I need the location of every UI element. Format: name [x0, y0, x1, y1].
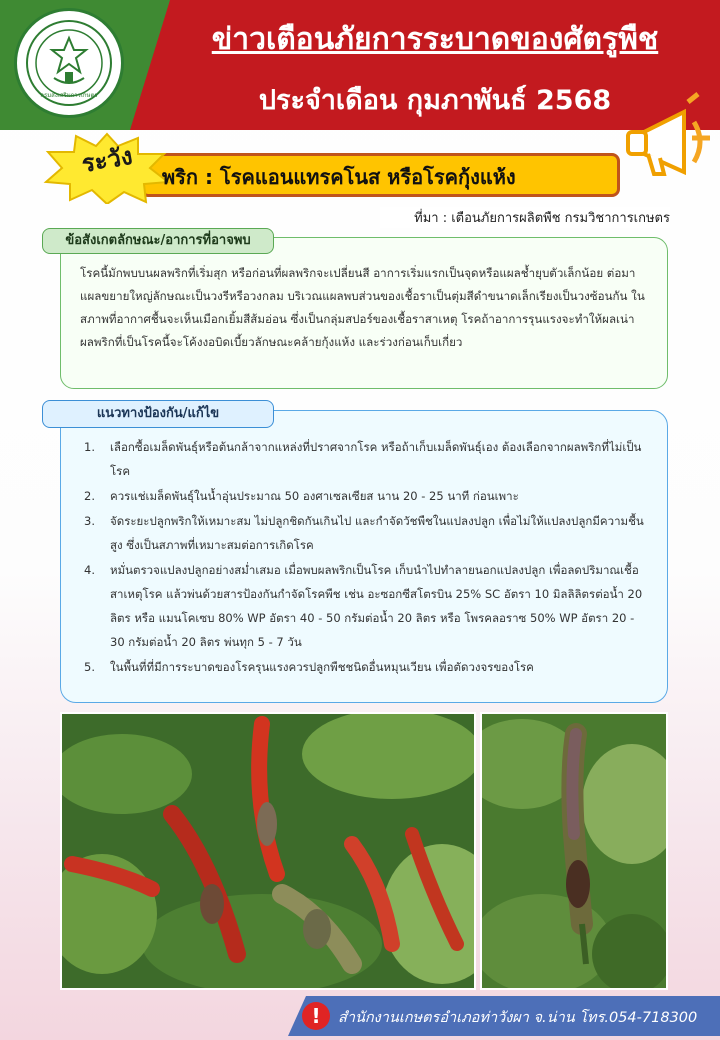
list-item — [84, 558, 652, 654]
step-number: 5. — [84, 660, 95, 674]
list-item — [84, 655, 652, 679]
list-item — [84, 484, 652, 508]
step-number: 2. — [84, 489, 95, 503]
prevention-list — [84, 435, 652, 680]
source-note: ที่มา : เตือนภัยการผลิตพืช กรมวิชาการเกษตร — [380, 207, 670, 228]
symptoms-heading: ข้อสังเกตลักษณะ/อาการที่อาจพบ — [42, 228, 274, 254]
disease-title: พริก : โรคแอนแทรคโนส หรือโรคกุ้งแห้ง — [162, 165, 516, 189]
seal-emblem-icon — [34, 28, 104, 98]
step-number: 4. — [84, 563, 95, 577]
megaphone-icon — [614, 92, 718, 182]
photo-strip — [60, 712, 668, 990]
list-item — [84, 509, 652, 557]
diseased-chili-single-photo — [480, 712, 668, 990]
department-seal-icon — [14, 8, 124, 118]
step-text: ในพื้นที่ที่มีการระบาดของโรครุนแรงควรปลูกพืชชนิดอื่นหมุนเวียน เพื่อตัดวงจรของโรค — [110, 660, 534, 674]
diseased-chili-cluster-photo — [60, 712, 476, 990]
step-number: 1. — [84, 440, 95, 454]
prevention-heading: แนวทางป้องกัน/แก้ไข — [42, 400, 274, 428]
symptoms-text: โรคนี้มักพบบนผลพริกที่เริ่มสุก หรือก่อนที่ผลพริกจะเปลี่ยนสี อาการเริ่มแรกเป็นจุดหรือแผลช้ำยุบตัวเล็กน้อย ต่อมาแผลขยายใหญ่ลักษณะเป็นวงรีหรือวงกลม บริเวณแผลพบส่วนของเชื้อราเป็นตุ่มสีดำขนาดเล็กเรียงเป็นวงซ้อนกัน ในสภาพที่อากาศชื้นจะเห็นเมือกเยิ้มสีส้มอ่อน ซึ่งเป็นกลุ่มสปอร์ของเชื้อราสาเหตุ โรคถ้าอาการรุนแรงจะทำให้ผลเน่า ผลพริกที่เป็นโรคนี้จะโค้งงอบิดเบี้ยวลักษณะคล้ายกุ้งแห้ง และร่วงก่อนเก็บเกี่ยว — [80, 266, 645, 349]
header — [0, 0, 720, 130]
seal-caption: กรมส่งเสริมการเกษตร — [40, 92, 98, 99]
exclamation-icon: ! — [302, 1002, 330, 1030]
step-text: เลือกซื้อเมล็ดพันธุ์หรือต้นกล้าจากแหล่งที่ปราศจากโรค หรือถ้าเก็บเมล็ดพันธุ์เอง ต้องเลือกจากผลพริกที่ไม่เป็นโรค — [110, 440, 642, 478]
step-text: ควรแช่เมล็ดพันธุ์ในน้ำอุ่นประมาณ 50 องศาเซลเซียส นาน 20 - 25 นาที ก่อนเพาะ — [110, 489, 519, 503]
page-title: ข่าวเตือนภัยการระบาดของศัตรูพืช — [211, 22, 659, 57]
list-item — [84, 435, 652, 483]
warning-label: ระวัง — [79, 141, 135, 179]
step-text: จัดระยะปลูกพริกให้เหมาะสม ไม่ปลูกชิดกันเกินไป และกำจัดวัชพืชในแปลงปลูก เพื่อไม่ให้แปลงปลูกมีความชื้นสูง ซึ่งเป็นสภาพที่เหมาะสมต่อการเกิดโรค — [110, 514, 644, 552]
step-number: 3. — [84, 514, 95, 528]
footer-contact: สำนักงานเกษตรอำเภอท่าวังผา จ.น่าน โทร.054-718300 — [338, 1010, 698, 1026]
step-text: หมั่นตรวจแปลงปลูกอย่างสม่ำเสมอ เมื่อพบผลพริกเป็นโรค เก็บนำไปทำลายนอกแปลงปลูก เพื่อลดปริมาณเชื้อสาเหตุโรค แล้วพ่นด้วยสารป้องกันกำจัดโรคพืช เช่น อะซอกซีสโตรบิน 25% SC อัตรา 10 มิลลิลิตรต่อน้ำ 20 ลิตร หรือ แมนโคเซบ 80% WP อัตรา 40 - 50 กรัมต่อน้ำ 20 ลิตร หรือ โพรคลอราซ 50% WP อัตรา 20 - 30 กรัมต่อน้ำ 20 ลิตร พ่นทุก 5 - 7 วัน — [110, 563, 643, 649]
page-subtitle: ประจำเดือน กุมภาพันธ์ 2568 — [258, 85, 612, 116]
